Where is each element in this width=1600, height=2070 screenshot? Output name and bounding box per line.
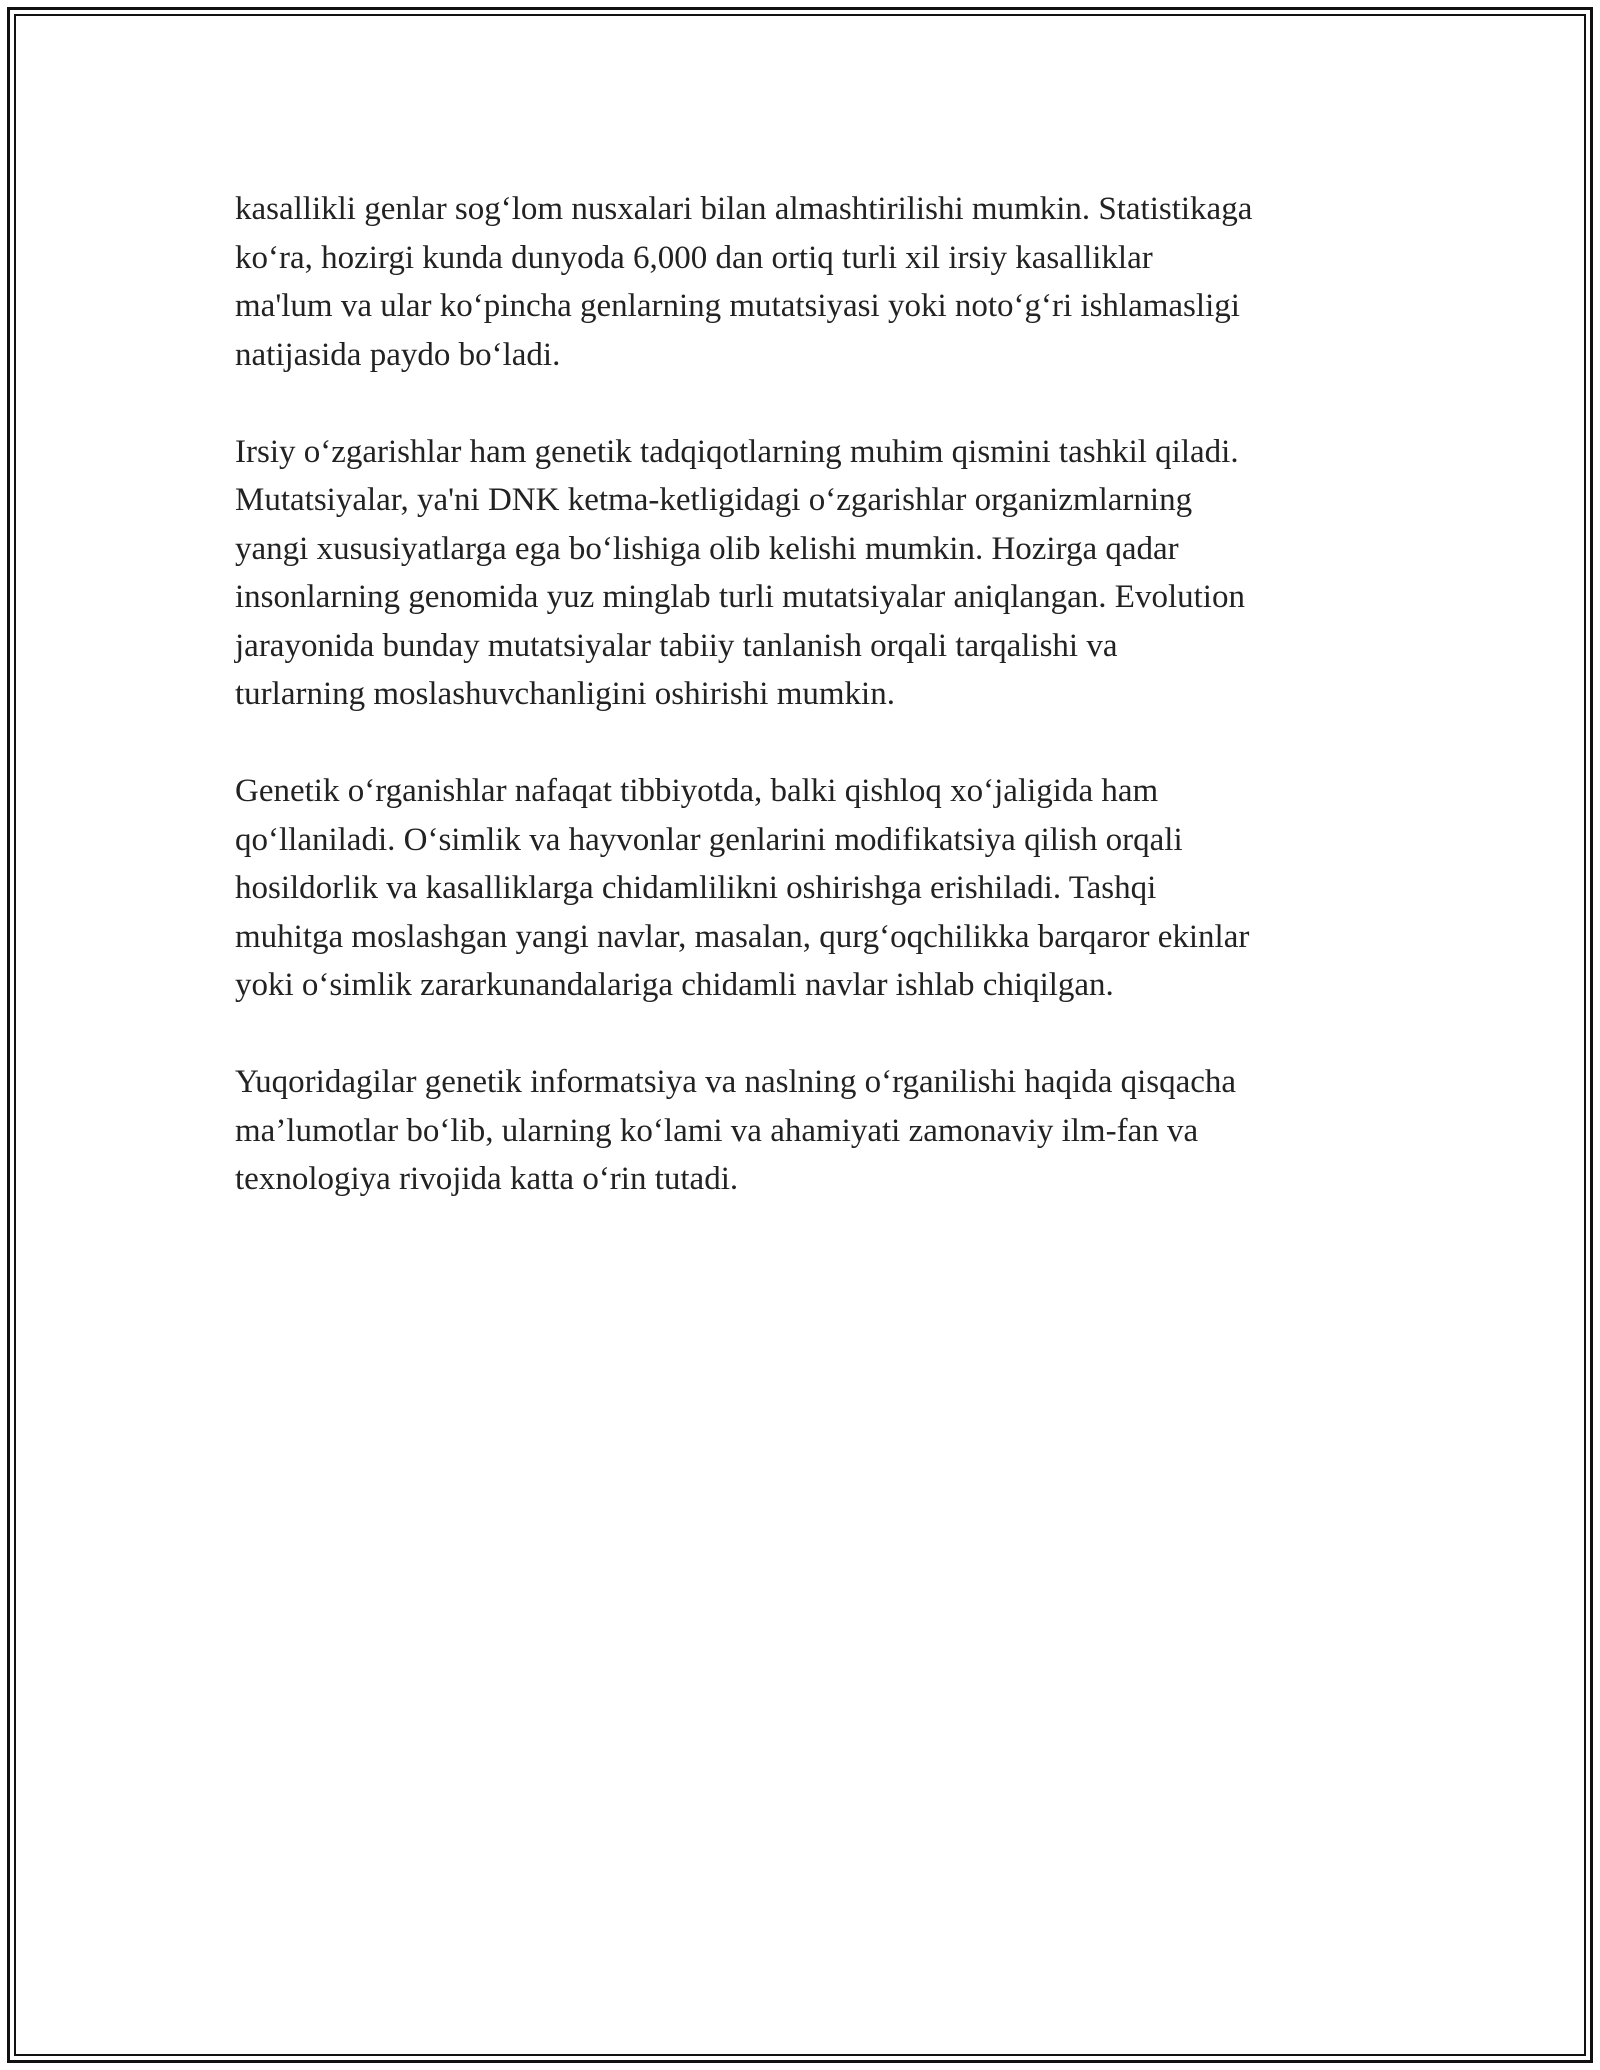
- paragraph-4: Yuqoridagilar genetik informatsiya va naslning o‘rganilishi haqida qisqacha ma’lumotlar bo‘lib, ularning ko‘lami va ahamiyati zamonaviy ilm-fan va texnologiya rivojida katta o‘rin tutadi.: [235, 1064, 1237, 1197]
- paragraph-3: Genetik o‘rganishlar nafaqat tibbiyotda, balki qishloq xo‘jaligida ham qo‘llaniladi. O‘simlik va hayvonlar genlarini modifikatsiya qilish orqali hosildorlik va kasalliklarga chidamlilikni oshirishga erishiladi. Tashqi muhitga moslashgan yangi navlar, masalan, qurg‘oqchilikka barqaror ekinlar yoki o‘simlik zararkunandalariga chidamli navlar ishlab chiqilgan.: [235, 773, 1250, 1003]
- document-body: [235, 185, 1385, 1252]
- paragraph-1: kasallikli genlar sog‘lom nusxalari bilan almashtirilishi mumkin. Statistikaga ko‘ra, hozirgi kunda dunyoda 6,000 dan ortiq turli xil irsiy kasalliklar ma'lum va ular ko‘pincha genlarning mutatsiyasi yoki noto‘g‘ri ishlamasligi natijasida paydo bo‘ladi.: [235, 191, 1253, 373]
- paragraph-2: Irsiy o‘zgarishlar ham genetik tadqiqotlarning muhim qismini tashkil qiladi. Mutatsiyalar, ya'ni DNK ketma-ketligidagi o‘zgarishlar organizmlarning yangi xususiyatlarga ega bo‘lishiga olib kelishi mumkin. Hozirga qadar insonlarning genomida yuz minglab turli mutatsiyalar aniqlangan. Evolution jarayonida bunday mutatsiyalar tabiiy tanlanish orqali tarqalishi va turlarning moslashuvchanligini oshirishi mumkin.: [235, 433, 1245, 712]
